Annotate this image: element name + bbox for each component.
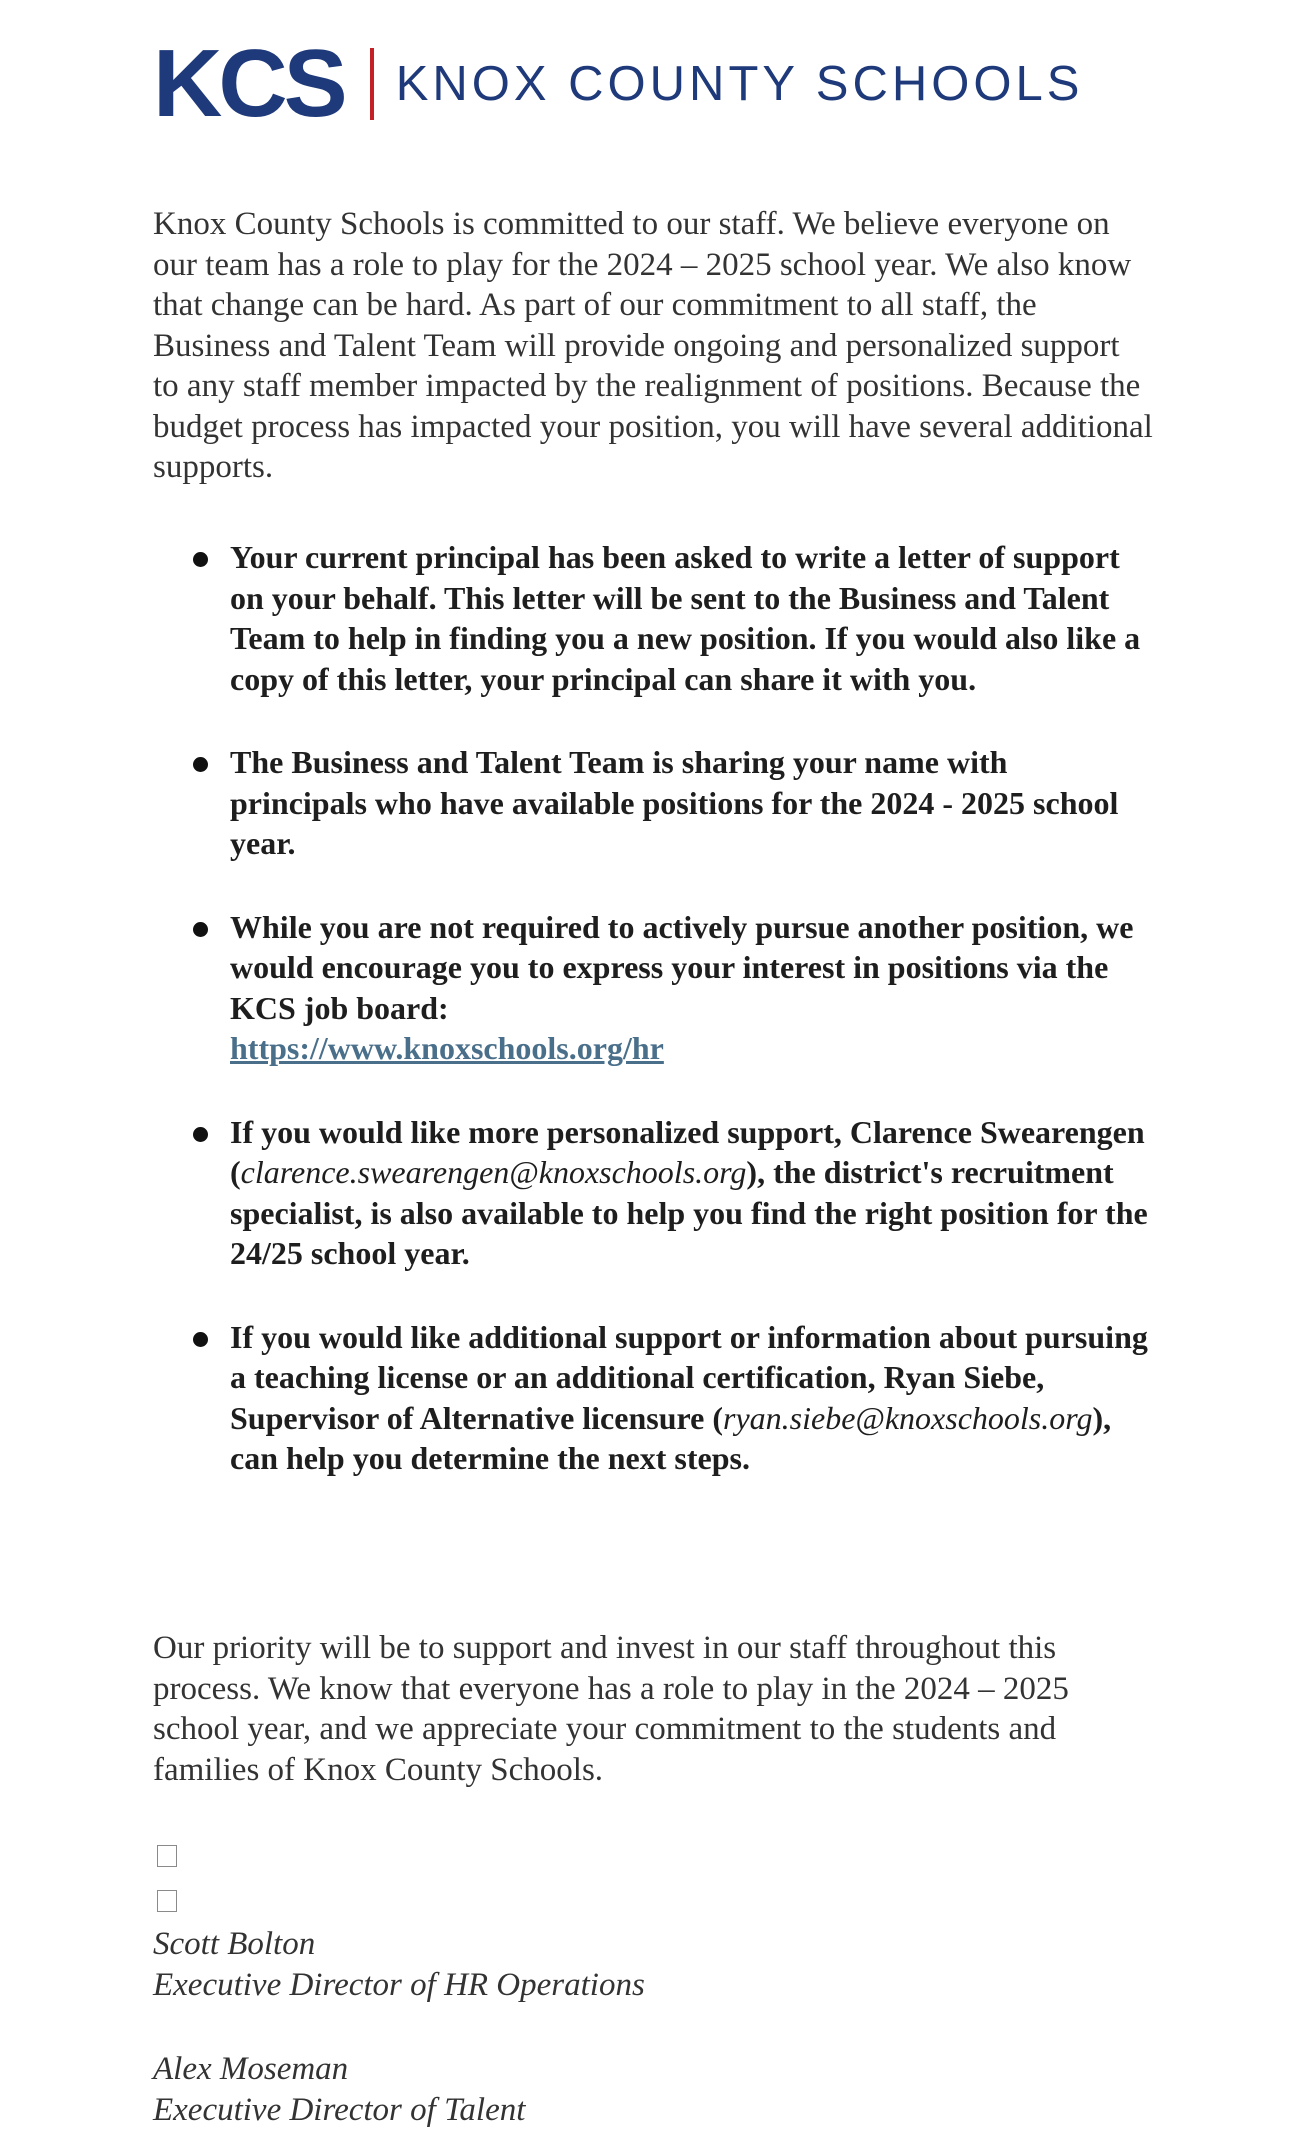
checkbox-icon — [157, 1845, 177, 1867]
list-item — [190, 907, 1150, 1069]
bullet-icon — [193, 922, 208, 937]
closing-paragraph: Our priority will be to support and invest in our staff throughout this process. We know that everyone has a role to play in the 2024 – 2025 school year, and we appreciate your commitment to the students and families of Knox County Schools. — [153, 1630, 1069, 1788]
list-item — [190, 1317, 1150, 1479]
signature-block — [153, 2049, 525, 2131]
job-board-link[interactable]: https://www.knoxschools.org/hr — [230, 1030, 664, 1066]
signature-block — [153, 1924, 645, 2006]
signer-name: Scott Bolton — [153, 1926, 316, 1962]
signer-title: Executive Director of Talent — [153, 2092, 526, 2128]
bullet-text: ), can help you determine the next steps. — [230, 1399, 1112, 1476]
bullet-text: If you would like more personalized support, Clarence Swearengen ( — [230, 1113, 1145, 1190]
kcs-logo — [153, 30, 344, 137]
bullet-text: ), the district's recruitment specialist, is also available to help you find the right position for the 24/25 school year. — [230, 1154, 1148, 1271]
logo-mark-text: KCS — [153, 30, 344, 137]
bullet-icon — [193, 1127, 208, 1142]
list-item — [190, 1112, 1150, 1274]
logo-name: KNOX COUNTY SCHOOLS — [395, 57, 1084, 111]
list-item — [190, 537, 1150, 699]
signer-name: Alex Moseman — [153, 2051, 349, 2087]
checkbox-icon — [157, 1890, 177, 1912]
recruiter-email: clarence.swearengen@knoxschools.org — [240, 1154, 747, 1190]
bullet-text: The Business and Talent Team is sharing your name with principals who have available positions for the 2024 - 2025 school year. — [230, 744, 1119, 861]
bullet-icon — [193, 1332, 208, 1347]
logo-divider — [370, 48, 374, 120]
support-list — [190, 537, 1150, 1479]
bullet-icon — [193, 552, 208, 567]
licensure-email: ryan.siebe@knoxschools.org — [722, 1399, 1093, 1436]
bullet-text: While you are not required to actively pursue another position, we would encourage you to express your interest in positions via the KCS job board: — [230, 908, 1134, 1026]
bullet-text: If you would like additional support or information about pursuing a teaching license or an additional certification, Ryan Siebe, Supervisor of Alternative licensure ( — [230, 1318, 1148, 1436]
signer-title: Executive Director of HR Operations — [153, 1967, 645, 2003]
letter-header — [153, 30, 1084, 137]
list-item — [190, 742, 1150, 864]
bullet-icon — [193, 757, 208, 772]
bullet-text: Your current principal has been asked to write a letter of support on your behalf. This letter will be sent to the Business and Talent Team to help in finding you a new position. If you would also like a copy of this letter, your principal can share it with you. — [230, 539, 1141, 697]
intro-paragraph: Knox County Schools is committed to our staff. We believe everyone on our team has a role to play for the 2024 – 2025 school year. We also know that change can be hard. As part of our commitment to all staff, the Business and Talent Team will provide ongoing and personalized support to any staff member impacted by the realignment of positions. Because the budget process has impacted your position, you will have several additional supports. — [153, 206, 1153, 485]
